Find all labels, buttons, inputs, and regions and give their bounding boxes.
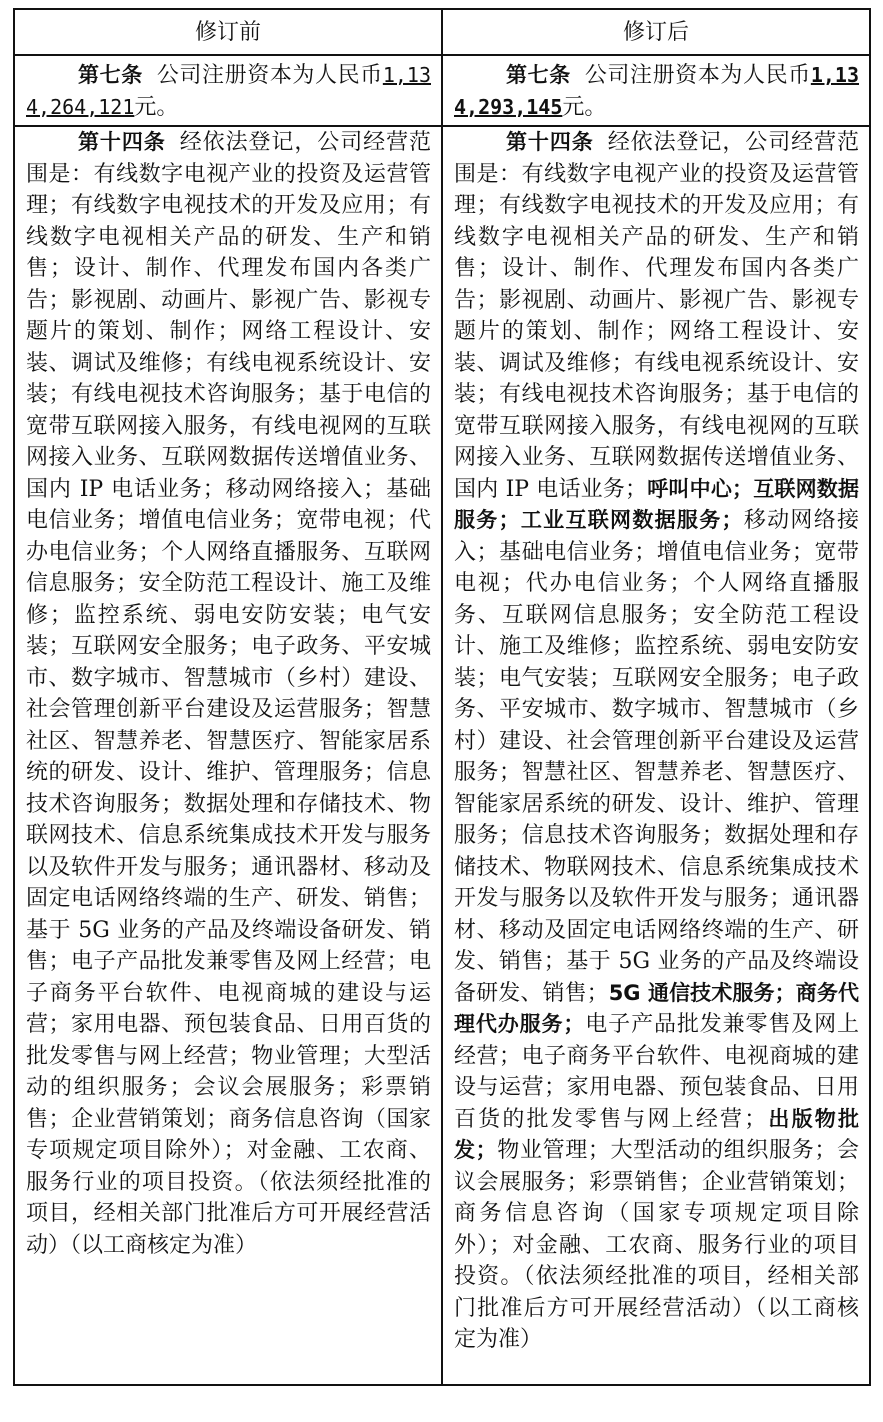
article-7-after-amount: 1,134,293,145 xyxy=(454,63,859,119)
article-14-after-text-1: 经依法登记，公司经营范围是：有线数字电视产业的投资及运营管理；有线数字电视技术的开发及应用；有线数字电视相关产品的研发、生产和销售；设计、制作、代理发布国内各类广告；影视剧、动画片、影视广告、影视专题片的策划、制作；网络工程设计、安装、调试及维修；有线电视系统设计、安装；有线电视技术咨询服务；基于电信的宽带互联网接入服务，有线电视网的互联网接入业务、互联网数据传送增值业务、国内 IP 电话业务； xyxy=(454,130,859,502)
article-14-label-after: 第十四条 xyxy=(506,130,594,154)
article-14-after-text-3: 电子产品批发兼零售及网上经营；电子商务平台软件、电视商城的建设与运营；家用电器、预包装食品、日用百货的批发零售与网上经营； xyxy=(454,1012,860,1132)
article-14-before-cell xyxy=(14,126,442,1385)
article-7-row xyxy=(14,55,870,126)
header-before: 修订前 xyxy=(14,9,442,55)
article-7-before-cell xyxy=(14,55,442,126)
article-14-after-text-4: 物业管理；大型活动的组织服务；会议会展服务；彩票销售；企业营销策划；商务信息咨询（国家专项规定项目除外）；对金融、工农商、服务行业的项目投资。（依法须经批准的项目，经相关部门批准后方可开展经营活动）（以工商核定为准） xyxy=(454,1138,859,1352)
article-7-before-unit: 元。 xyxy=(134,94,179,120)
article-7-after-text: 公司注册资本为人民币 xyxy=(584,63,811,88)
article-14-added-scope-3: 出版物批发； xyxy=(454,1106,859,1162)
article-14-label-before: 第十四条 xyxy=(78,130,166,154)
article-14-before-text: 经依法登记，公司经营范围是：有线数字电视产业的投资及运营管理；有线数字电视技术的开发及应用；有线数字电视相关产品的研发、生产和销售；设计、制作、代理发布国内各类广告；影视剧、动画片、影视广告、影视专题片的策划、制作；网络工程设计、安装、调试及维修；有线电视系统设计、安装；有线电视技术咨询服务；基于电信的宽带互联网接入服务，有线电视网的互联网接入业务、互联网数据传送增值业务、国内 IP 电话业务；移动网络接入；基础电信业务；增值电信业务；宽带电视；代办电信业务；个人网络直播服务、互联网信息服务；安全防范工程设计、施工及维修；监控系统、弱电安防安装；电气安装；互联网安全服务；电子政务、平安城市、数字城市、智慧城市（乡村）建设、社会管理创新平台建设及运营服务；智慧社区、智慧养老、智慧医疗、智能家居系统的研发、设计、维护、管理服务；信息技术咨询服务；数据处理和存储技术、物联网技术、信息系统集成技术开发与服务以及软件开发与服务；通讯器材、移动及固定电话网络终端的生产、研发、销售；基于 5G 业务的产品及终端设备研发、销售；电子产品批发兼零售及网上经营；电子商务平台软件、电视商城的建设与运营；家用电器、预包装食品、日用百货的批发零售与网上经营；物业管理；大型活动的组织服务；会议会展服务；彩票销售；企业营销策划；商务信息咨询（国家专项规定项目除外）；对金融、工农商、服务行业的项目投资。（依法须经批准的项目，经相关部门批准后方可开展经营活动）（以工商核定为准） xyxy=(26,130,431,1258)
article-14-added-scope-2: 5G 通信技术服务；商务代理代办服务； xyxy=(454,980,859,1036)
article-7-after-cell xyxy=(442,55,870,126)
header-row xyxy=(14,9,870,55)
revision-comparison-table xyxy=(13,8,871,1386)
article-14-added-scope-1: 呼叫中心；互联网数据服务；工业互联网数据服务； xyxy=(454,476,859,532)
article-7-label-after: 第七条 xyxy=(506,63,571,87)
article-7-before-amount: 1,134,264,121 xyxy=(26,63,431,119)
article-7-label-before: 第七条 xyxy=(78,63,143,87)
header-after: 修订后 xyxy=(442,9,870,55)
article-14-after-text-2: 移动网络接入；基础电信业务；增值电信业务；宽带电视；代办电信业务；个人网络直播服务、互联网信息服务；安全防范工程设计、施工及维修；监控系统、弱电安防安装；电气安装；互联网安全服务；电子政务、平安城市、数字城市、智慧城市（乡村）建设、社会管理创新平台建设及运营服务；智慧社区、智慧养老、智慧医疗、智能家居系统的研发、设计、维护、管理服务；信息技术咨询服务；数据处理和存储技术、物联网技术、信息系统集成技术开发与服务以及软件开发与服务；通讯器材、移动及固定电话网络终端的生产、研发、销售；基于 5G 业务的产品及终端设备研发、销售； xyxy=(454,508,859,1006)
article-7-before-text: 公司注册资本为人民币 xyxy=(156,63,383,88)
article-14-after-cell xyxy=(442,126,870,1385)
article-7-after-unit: 元。 xyxy=(562,94,607,120)
article-14-row xyxy=(14,126,870,1385)
